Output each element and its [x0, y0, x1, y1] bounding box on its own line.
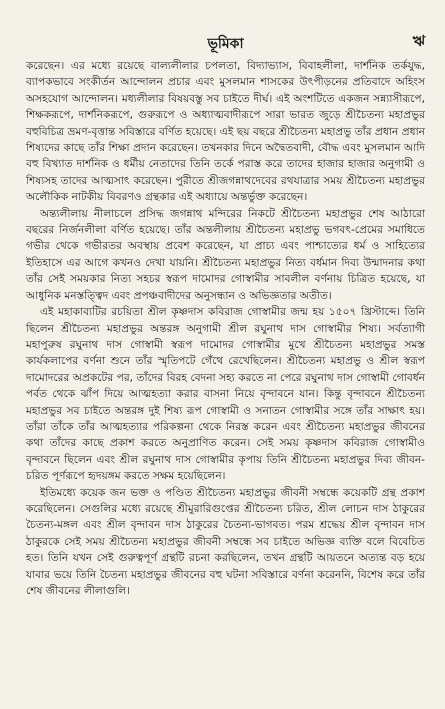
page-header: [26, 0, 425, 58]
paragraph: এই মহাকাব্যটির রচয়িতা শ্রীল কৃষ্ণদাস কবিরাজ গোস্বামীর জন্ম হয় ১৫০৭ খ্রিস্টাব্দে। তিনি ছিলেন শ্রীচৈতন্য মহাপ্রভুর অন্তরঙ্গ অনুগামী শ্রীল রঘুনাথ দাস গোস্বামীর শিষ্য। সর্বত্যাগী মহাপুরুষ রঘুনাথ দাস গোস্বামী স্বরূপ দামোদর গোস্বামীর মুখে শ্রীচৈতন্য মহাপ্রভুর সমস্ত কার্যকলাপের বর্ণনা শুনে তাঁর স্মৃতিপটে গেঁথে রেখেছিলেন। শ্রীচৈতন্য মহাপ্রভু ও শ্রীল স্বরূপ দামোদরের অপ্রকটের পর, তাঁদের বিরহ বেদনা সহ্য করতে না পেরে রঘুনাথ দাস গোস্বামী গোবর্ধন পর্বত থেকে ঝাঁপ দিয়ে আত্মহত্যা করার বাসনা নিয়ে বৃন্দাবনে যান। কিন্তু বৃন্দাবনে শ্রীচৈতন্য মহাপ্রভুর সব চাইতে অন্তরঙ্গ দুই শিষ্য রূপ গোস্বামী ও সনাতন গোস্বামীর সঙ্গে তাঁর সাক্ষাৎ হয়। তাঁরা তাঁকে তাঁর আত্মহত্যার পরিকল্পনা থেকে নিরস্ত করেন এবং শ্রীচৈতন্য মহাপ্রভুর জীবনের কথা তাঁদের কাছে প্রকাশ করতে অনুপ্রাণিত করেন। সেই সময় কৃষ্ণদাস কবিরাজ গোস্বামীও বৃন্দাবনে ছিলেন এবং শ্রীল রঘুনাথ দাস গোস্বামীর কৃপায় তিনি শ্রীচৈতন্য মহাপ্রভুর দিব্য জীবন-চরিত পূর্ণরূপে হৃদয়ঙ্গম করতে সক্ষম হয়েছিলেন।: [26, 306, 425, 483]
chapter-title: ভূমিকা: [207, 36, 244, 52]
paragraph: ইতিমধ্যে কয়েক জন ভক্ত ও পণ্ডিত শ্রীচৈতন্য মহাপ্রভুর জীবনী সম্বন্ধে কয়েকটি গ্রন্থ প্রকাশ করেছিলেন। সেগুলির মধ্যে রয়েছে শ্রীমুরারিগুপ্তের শ্রীচৈতন্য চরিত, শ্রীল লোচন দাস ঠাকুরের চৈতন্য-মঙ্গল এবং শ্রীল বৃন্দাবন দাস ঠাকুরের চৈতন্য-ভাগবত। পরম শ্রদ্ধেয় শ্রীল বৃন্দাবন দাস ঠাকুরকে সেই সময় শ্রীচৈতন্য মহাপ্রভুর জীবনী সম্বন্ধে সব চাইতে অভিজ্ঞ ব্যক্তি বলে বিবেচিত হত। তিনি যখন সেই গুরুত্বপূর্ণ গ্রন্থটি রচনা করছিলেন, তখন গ্রন্থটি আয়তনে অত্যন্ত বড় হয়ে যাবার ভয়ে তিনি চৈতন্য মহাপ্রভুর জীবনের বহু ঘটনা সবিস্তারে বর্ণনা করেননি, বিশেষ করে তাঁর শেষ জীবনের লীলাগুলি।: [26, 486, 425, 597]
paragraph: করেছেন। এর মধ্যে রয়েছে বাল্যলীলার চপলতা, বিদ্যাভ্যাস, বিবাহলীলা, দার্শনিক তর্কযুদ্ধ, ব্যাপকভাবে সংকীর্তন আন্দোলন প্রচার এবং মুসলমান শাসকের উৎপীড়নের প্রতিবাদে অহিংস অসহযোগ আন্দোলন। মধ্যলীলার বিষয়বস্তু সব চাইতে দীর্ঘ। এই অংশটিতে একজন সন্ন্যাসীরূপে, শিক্ষকরূপে, দার্শনিকরূপে, গুরুরূপে ও অধ্যাত্মবাদীরূপে সারা ভারত জুড়ে শ্রীচৈতন্য মহাপ্রভুর বহুবিচিত্র ভ্রমণ-বৃত্তান্ত সবিস্তারে বর্ণিত হয়েছে। এই ছয় বছরে শ্রীচৈতন্য মহাপ্রভু তাঁর প্রধান প্রধান শিষ্যদের কাছে তাঁর শিক্ষা প্রদান করেছেন। তখনকার দিনে অদ্বৈতবাদী, বৌদ্ধ এবং মুসলমান আদি বহু বিখ্যাত দার্শনিক ও ধর্মীয় নেতাদের তিনি তর্কে পরাস্ত করে তাদের হাজার হাজার অনুগামী ও শিষ্যসহ তাদের আত্মসাৎ করেছেন। পুরীতে শ্রীজগন্নাথদেবের রথযাত্রার সময় শ্রীচৈতন্য মহাপ্রভুর অলৌকিক নাটকীয় বিবরণও গ্রন্থকার এই অধ্যায়ে অন্তর্ভুক্ত করেছেন।: [26, 60, 425, 204]
paragraph: অন্ত্যলীলায় নীলাচলে প্রসিদ্ধ জগন্নাথ মন্দিরের নিকটে শ্রীচৈতন্য মহাপ্রভুর শেষ আঠারো বছরের নির্জনলীলা বর্ণিত হয়েছে। তাঁর অন্তলীলায় শ্রীচৈতন্য মহাপ্রভু ভগবৎ-প্রেমের সমাধিতে গভীর থেকে গভীরতর অবস্থায় প্রবেশ করেছেন, যা প্রাচ্য এবং পাশ্চাত্যের ধর্ম ও সাহিত্যের ইতিহাসে এর আগে কখনও দেখা যায়নি। শ্রীচৈতন্য মহাপ্রভুর নিত্য বর্ধমান দিব্য উন্মাদনার কথা তাঁর সেই সময়কার নিত্য সহচর স্বরূপ দামোদর গোস্বামীর সাবলীল বর্ণনায় চিত্রিত হয়েছে, যা আধুনিক মনস্তত্ত্বিদ এবং প্রপঞ্চবাদীদের অনুসন্ধান ও অভিজ্ঞতার অতীত।: [26, 207, 425, 302]
page-body: [26, 58, 425, 599]
page-number: ঋ: [412, 32, 425, 50]
